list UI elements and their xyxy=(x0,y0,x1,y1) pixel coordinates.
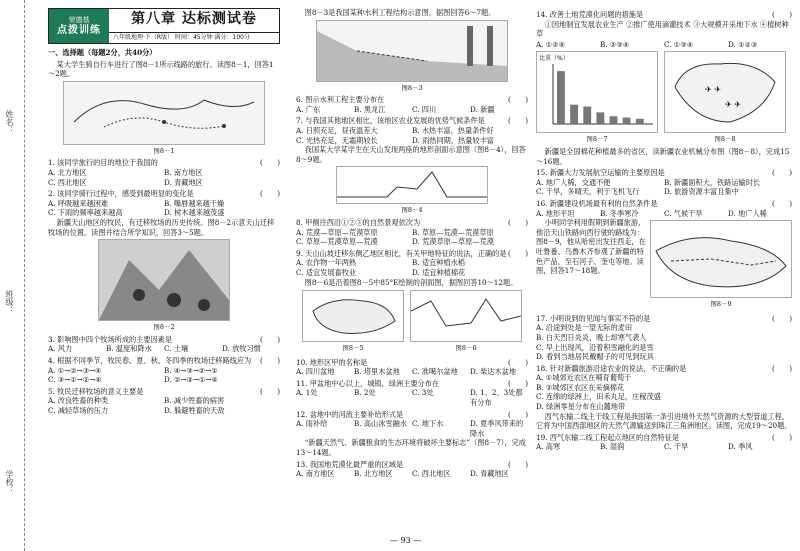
option: B. 新疆面积大，铁路运输时长 xyxy=(664,177,761,187)
option: D. 荒漠草原—草原—荒漠 xyxy=(412,237,494,247)
option: D. 青藏地区 xyxy=(470,469,509,479)
page-number: — 93 — xyxy=(390,536,422,545)
question: 7. 与我国其他地区相比，该地区农业发展的优势气候条件是 ( ) xyxy=(296,116,528,126)
name-label: 姓名： xyxy=(5,110,14,134)
map-icon xyxy=(303,291,403,341)
page-title: 第八章 达标测试卷 xyxy=(131,11,257,27)
options xyxy=(296,419,528,438)
option: A. 雨补给 xyxy=(296,419,328,429)
brand-main: 点拨训练 xyxy=(57,25,101,36)
question: 5. 牧民迁移牧场的意义主要是 ( ) xyxy=(48,386,280,396)
intro-text: 小明同学利用假期到新疆旅游，他沿天山铁路向西行驶的路线为：图8－9，他从哈密出发往西走，在吐鲁番、乌鲁木齐参观了新疆的特色产品，至石河子、奎屯等地。读图，回答17～18题。 xyxy=(536,218,646,276)
text-figure-row xyxy=(536,218,792,312)
question: 9. 天山山坡迁移东侧乙地区相比，有关甲地特征的说法，正确的是 ( ) xyxy=(296,248,528,258)
options xyxy=(296,258,528,277)
question: 6. 图示水利工程主要分布在 ( ) xyxy=(296,95,528,105)
option: B. 黑龙江 xyxy=(354,104,386,114)
school-label: 学校： xyxy=(5,470,14,494)
option: B. 高山冰雪融水 xyxy=(354,419,407,429)
option: B. ②城郊区农区在采摘棉花 xyxy=(536,382,625,392)
brand-top: 荣德基 xyxy=(68,16,90,25)
option: C. 下雨的频率越来越高 xyxy=(48,208,123,218)
question: 11. 甲盆地中心以上，城镇，绿洲主要分布在 ( ) xyxy=(296,378,528,388)
option: C. 地下水 xyxy=(412,419,444,429)
figure-caption: 图8－1 xyxy=(153,146,175,155)
option: D. 躲避牲畜的天敌 xyxy=(164,405,225,415)
intro-text: 图8－3是我国某种水利工程结构示意图，据图回答6～7题。 xyxy=(304,8,496,17)
option: C. 草原—荒漠草原—荒漠 xyxy=(296,237,378,247)
xinjiang-map-figure xyxy=(664,51,786,133)
binding-gutter xyxy=(0,0,40,551)
options xyxy=(48,344,280,354)
options xyxy=(48,366,280,385)
profile-figure xyxy=(336,166,488,204)
option: D. 树木越来越茂盛 xyxy=(164,208,225,218)
section-title: 一、选择题（每题2分，共40分） xyxy=(48,48,157,57)
question-statements: ①因地制宜发展农业生产 ②推广使用滴灌技术 ③大规模开采地下水 ④植树种草 xyxy=(536,19,789,39)
option: D. 放牧习惯 xyxy=(222,344,261,354)
option: C. 气候干旱 xyxy=(664,208,703,218)
route-map-figure xyxy=(63,81,265,145)
question: 19. 西气东输二线工程起点地区的自然特征是 ( ) xyxy=(536,432,792,442)
option: D. 地广人稀 xyxy=(728,208,767,218)
route-map-icon xyxy=(64,82,264,144)
option: B. 北方地区 xyxy=(354,469,393,479)
map-icon xyxy=(665,52,785,132)
option: B. 减少牲畜的病害 xyxy=(164,396,225,406)
options xyxy=(296,367,528,377)
option: B. 水热丰富，热量条件好 xyxy=(412,125,494,135)
option: C. 西北地区 xyxy=(412,469,451,479)
column-left xyxy=(48,8,280,415)
option: A. 南方地区 xyxy=(296,469,335,479)
option: A. 北方地区 xyxy=(48,167,87,177)
option: D. 1、2、3处都有分布 xyxy=(470,388,523,408)
option: A. ①→②→③→④ xyxy=(48,365,102,375)
option: D. 绿洲零星分布在山麓地带 xyxy=(536,402,626,412)
option: B. 适宜种植水稻 xyxy=(412,258,465,268)
option: D. ②→③→①→④ xyxy=(164,375,218,385)
option: C. 光热充足，无霜期较长 xyxy=(296,135,378,145)
section-figure xyxy=(410,290,522,342)
figure-caption: 图8－8 xyxy=(714,135,736,144)
option: A. 风力 xyxy=(48,344,73,354)
options xyxy=(536,323,792,361)
option: A. 地广人稀，交通不便 xyxy=(536,177,611,187)
question: 3. 影响图中四个牧场所成的主要因素是 ( ) xyxy=(48,334,280,344)
option: A. ①城郊近农区在哺育葡萄干 xyxy=(536,373,632,383)
options xyxy=(48,199,280,218)
options xyxy=(536,178,792,197)
column-middle xyxy=(296,8,528,479)
options xyxy=(48,396,280,415)
figure-caption: 图8－7 xyxy=(586,135,608,144)
options xyxy=(296,126,528,145)
option: A. 高寒 xyxy=(536,442,561,452)
option: D. 柴达木盆地 xyxy=(470,367,517,377)
question: 2. 该同学骑行过程中，感受到最明显的变化是 ( ) xyxy=(48,189,280,199)
option: B. 湿润 xyxy=(600,442,625,452)
option: A. 呼吸越来越困难 xyxy=(48,198,109,208)
figure-caption: 图8－2 xyxy=(153,323,175,332)
question: 8. 甲侧往西沿①②③的自然景观依次为 ( ) xyxy=(296,217,528,227)
question: 14. 改善土地荒漠化问题的措施是 ( ) xyxy=(536,10,792,19)
option: B. 南方地区 xyxy=(164,167,203,177)
intro-text: 我国某大学某学生在天山发现两座的地形剖面示意图（图8－4），回答8～9题。 xyxy=(296,145,526,164)
options xyxy=(536,40,792,50)
chart-bar xyxy=(623,118,631,124)
options xyxy=(536,209,792,219)
question: 17. 小明说到的见闻与事实不符的是 ( ) xyxy=(536,313,792,323)
option: C. 干旱 xyxy=(664,442,689,452)
option: A. 地形平坦 xyxy=(536,208,575,218)
section-icon xyxy=(411,291,521,341)
intro-text: 新疆天山地区的牧民，有迁移牧场的历史传统。图8－2示意天山迁移牧场的位置。读图并结合所学知识，回答3～5题。 xyxy=(48,217,275,237)
chart-bar xyxy=(636,119,644,124)
cross-section-icon xyxy=(317,21,507,81)
options xyxy=(296,469,528,479)
option: D. 旅游资源丰富且集中 xyxy=(664,187,739,197)
option: A. 农作物一年两熟 xyxy=(296,258,357,268)
page-meta: 八年级地理·下（R版） 时间：45分钟 满分：100分 xyxy=(109,32,279,43)
option: D. 雨热同期，热量较丰富 xyxy=(412,135,494,145)
option: B. 草原—荒漠—荒漠草原 xyxy=(412,227,494,237)
svg-text:✈ ✈: ✈ ✈ xyxy=(705,85,721,95)
option: C. 早上出现风，沿着积雪融化的是雪 xyxy=(536,342,654,352)
option: C. 3处 xyxy=(412,388,434,398)
brand-logo xyxy=(49,9,109,43)
options xyxy=(536,442,792,452)
figure-caption: 图8－4 xyxy=(401,206,423,215)
question: 15. 新疆大力发展航空运输的主要原因是 ( ) xyxy=(536,168,792,178)
bar-chart-figure xyxy=(536,51,658,133)
question: 16. 新疆建设机场最有利的自然条件是 ( ) xyxy=(536,198,792,208)
options xyxy=(296,228,528,247)
option: A. 沿途到处是一望无际的麦田 xyxy=(536,323,633,333)
option: D. 青藏地区 xyxy=(164,177,203,187)
chart-bar xyxy=(583,107,591,124)
option: A. 四川盆地 xyxy=(296,367,335,377)
cut-line xyxy=(24,0,25,551)
option: A. 日照充足，昼夜温差大 xyxy=(296,125,378,135)
option: B. 白天烈日炎炎，晚上却寒气袭人 xyxy=(536,332,647,342)
option: D. 新疆 xyxy=(470,104,495,114)
option: C. 减轻草场的压力 xyxy=(48,405,109,415)
option: A. ①②④ xyxy=(536,39,566,49)
option: C. 准噶尔盆地 xyxy=(412,367,458,377)
chart-bar xyxy=(610,117,618,125)
figure-caption: 图8－5 xyxy=(342,344,364,353)
y-axis-label: 比重（%） xyxy=(539,55,569,63)
bar-chart xyxy=(537,52,657,132)
option: D. ①②③ xyxy=(728,39,758,49)
mountain-icon xyxy=(99,240,229,320)
map-icon xyxy=(651,221,791,297)
options xyxy=(536,373,792,411)
class-label: 班级： xyxy=(5,290,14,314)
china-map-figure xyxy=(302,290,404,342)
figure-caption: 图8－3 xyxy=(401,83,423,92)
page-header xyxy=(48,8,280,44)
option: C. 土壤 xyxy=(164,344,189,354)
option: A. 1处 xyxy=(296,388,318,398)
chart-bar xyxy=(596,113,604,125)
figure-row xyxy=(536,49,792,147)
svg-text:✈ ✈: ✈ ✈ xyxy=(725,100,741,110)
question: 13. 我国地荒漠化最严重的区域是 ( ) xyxy=(296,459,528,469)
options xyxy=(296,388,528,407)
option: B. ②③④ xyxy=(600,39,630,49)
option: A. 广东 xyxy=(296,104,321,114)
option: C. ③→①→②→④ xyxy=(48,375,102,385)
options xyxy=(48,168,280,187)
column-right xyxy=(536,8,792,452)
option: D. 季风 xyxy=(728,442,753,452)
rail-map-figure xyxy=(650,220,792,298)
intro-text: 某大学生骑自行车进行了图8－1所示线路的旅行。读图8－1，回答1～2题。 xyxy=(48,59,274,79)
figure-caption: 图8－9 xyxy=(710,300,732,309)
option: B. 冬季寒冷 xyxy=(600,208,639,218)
chart-bar xyxy=(570,105,578,124)
option: B. 塔里木盆地 xyxy=(354,367,400,377)
pasture-figure xyxy=(98,239,230,321)
intro-text: 图8－6是沿着图8－5中85°E绘制的剖面图，据图回答10～12题。 xyxy=(304,277,518,287)
option: D. 适宜种植棉花 xyxy=(412,267,466,277)
intro-text: 西气东输二线主干线工程是我国第一条引进境外天然气资源的大型管道工程，它将为中国西部地区的天然气源输送到珠江三角洲地区。读图，完成19～20题。 xyxy=(536,411,792,431)
question: 12. 盆地中的河流主要补给形式是 ( ) xyxy=(296,409,528,419)
option: B. 嘴唇越来越干燥 xyxy=(164,198,225,208)
option: D. 看到当地居民戴帽子的可见到玩具 xyxy=(536,352,654,362)
option: D. 夏季风带来的降水 xyxy=(470,419,524,438)
intro-text: “新疆天然气、新疆粮食的生态环境将破坏主要标志”（图8－7），完成13～14题。 xyxy=(296,438,526,458)
option: B. 温度和降水 xyxy=(106,344,152,354)
option: C. 连绵的绿洲上，田禾丸足，庄稼茂盛 xyxy=(536,392,661,402)
option: A. 荒漠—草原—荒漠草原 xyxy=(296,227,378,237)
question: 10. 地形区甲的名称是 ( ) xyxy=(296,357,528,367)
option: C. 西北地区 xyxy=(48,177,87,187)
water-project-figure xyxy=(316,20,508,82)
option: B. 2处 xyxy=(354,388,376,398)
options xyxy=(296,105,528,115)
question: 1. 该同学旅行的目的地位于我国的 ( ) xyxy=(48,158,280,168)
option: B. ④→③→②→① xyxy=(164,365,218,375)
option: C. 四川 xyxy=(412,104,437,114)
option: C. 适宜发展畜牧业 xyxy=(296,267,357,277)
intro-text: 新疆是全国棉花种植最多的省区，读新疆农业机械分布图（图8－8），完成15～16题。 xyxy=(536,146,790,166)
option: A. 改良牲畜的种类 xyxy=(48,396,109,406)
option: C. 干旱，多晴天，利于飞机飞行 xyxy=(536,187,640,197)
figure-caption: 图8－6 xyxy=(455,344,477,353)
question: 4. 根据不同季节，牧民春、夏、秋、冬四季的牧场迁移路线应为 ( ) xyxy=(48,355,280,365)
option: C. ①③④ xyxy=(664,39,694,49)
figure-row xyxy=(296,288,528,356)
question: 18. 针对新疆旅游沿途农业的说法，不正确的是 ( ) xyxy=(536,363,792,373)
profile-icon xyxy=(337,167,487,203)
chart-bar xyxy=(557,72,565,125)
